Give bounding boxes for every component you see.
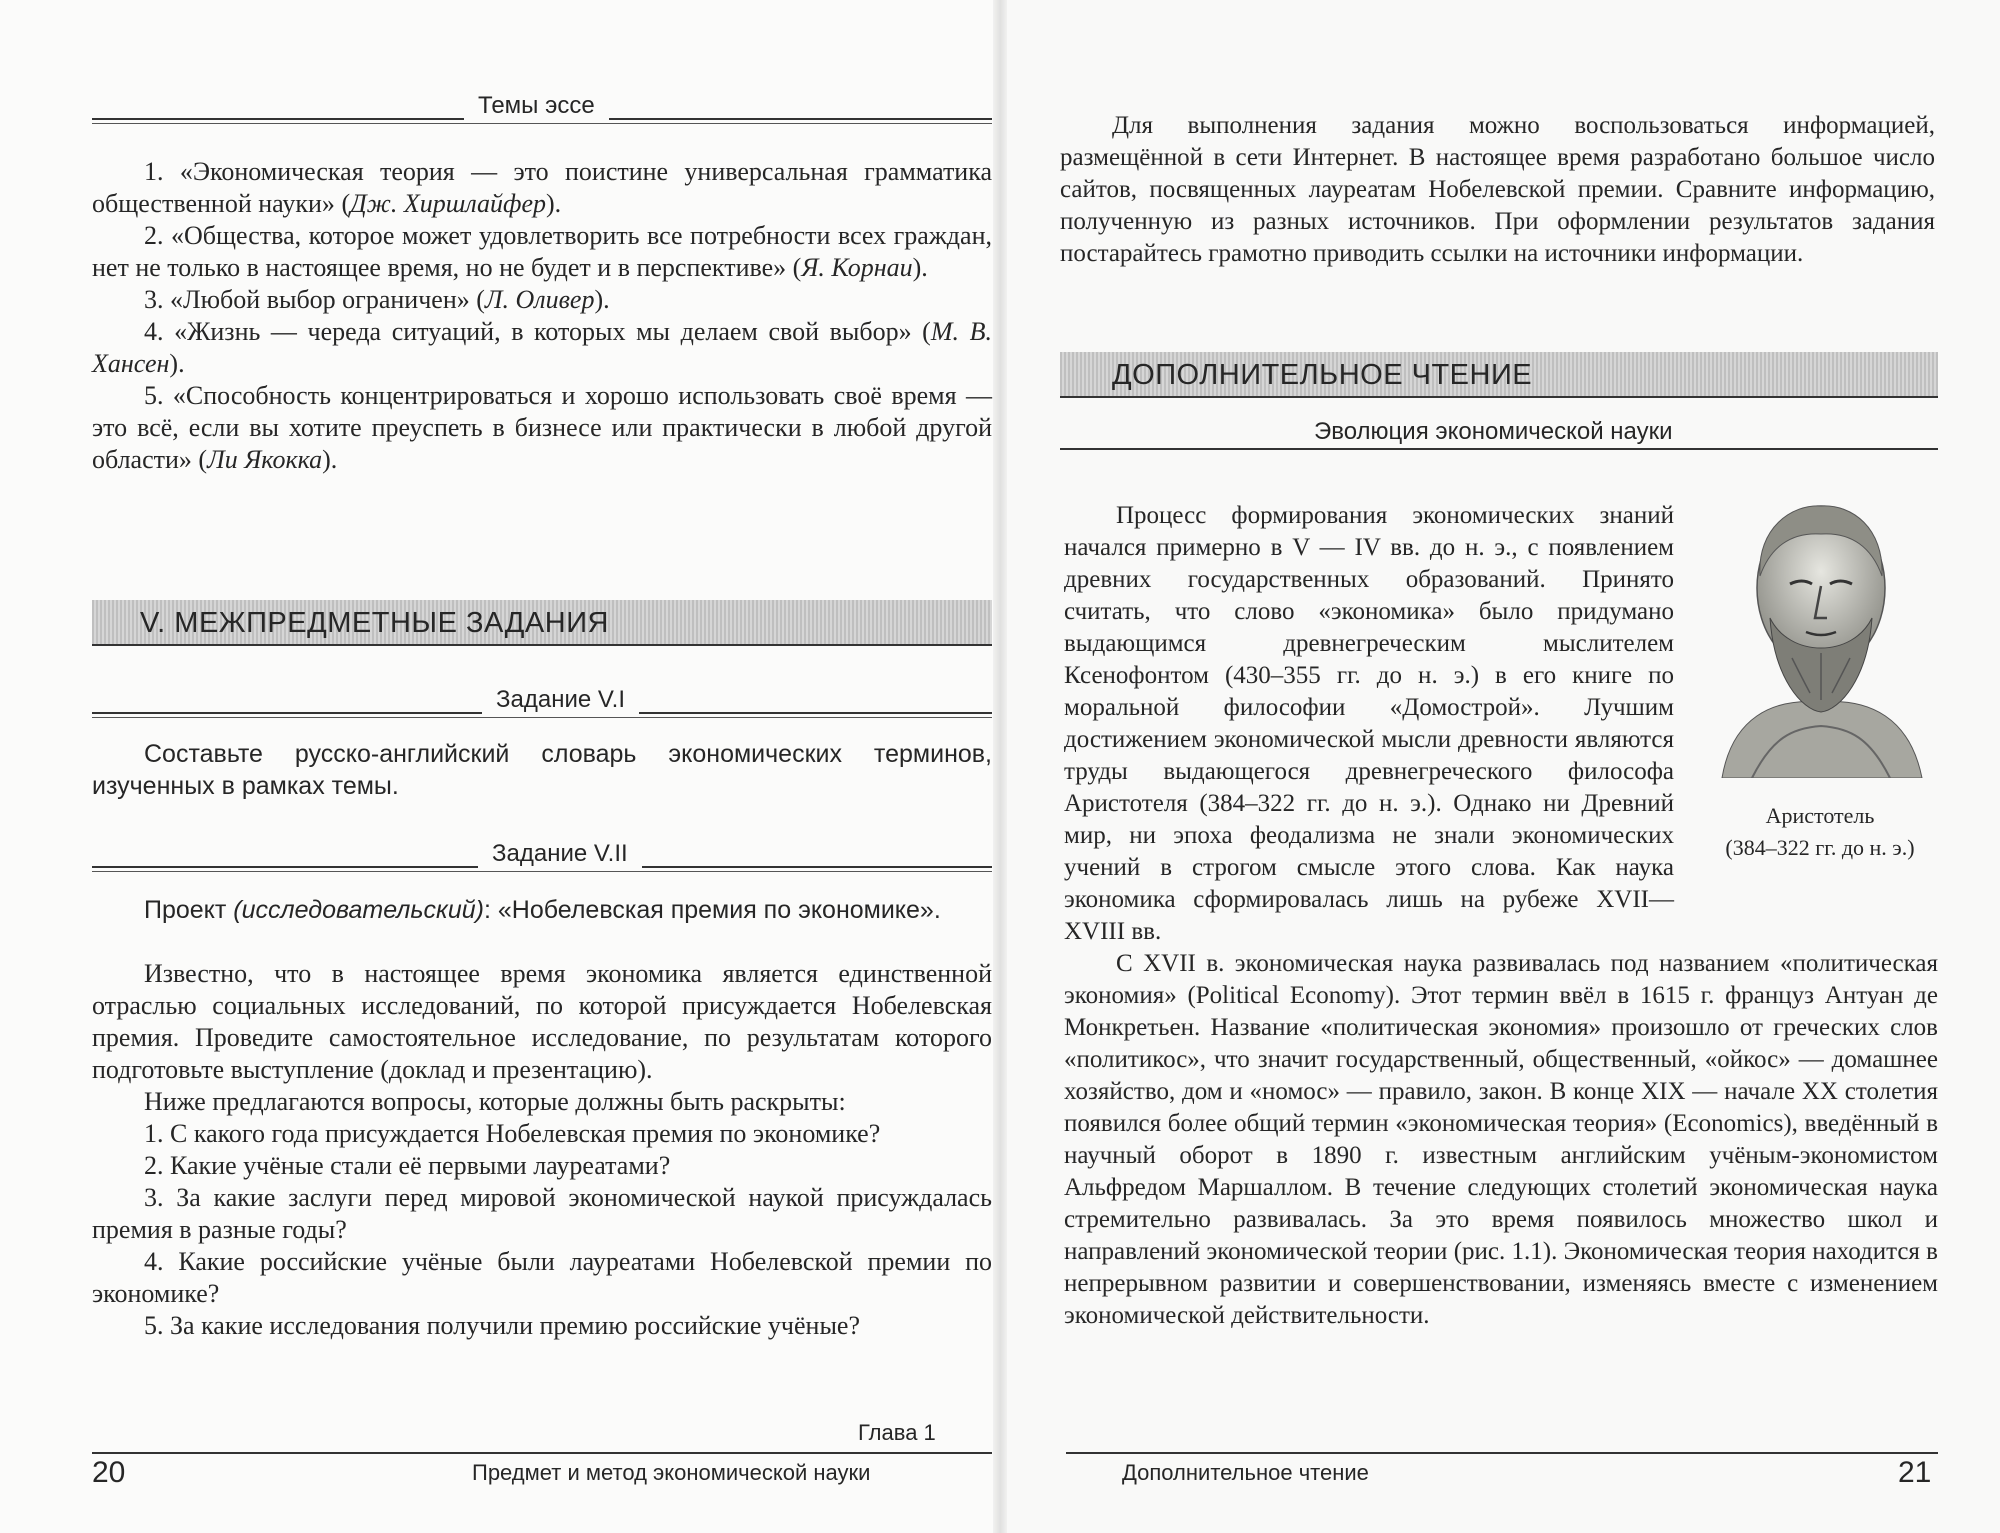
footer-rule-left [92,1452,992,1454]
essay-item: 4. «Жизнь — череда ситуаций, в которых мы делаем свой выбор» (М. В. Хансен). [92,317,992,378]
portrait-caption [1700,800,1940,864]
essay-list [92,156,992,476]
section-bar-additional-reading [1060,352,1938,398]
article-heading [1060,418,1938,452]
task2-questions-intro: Ниже предлагаются вопросы, которые должны быть раскрыты: [144,1087,846,1116]
section-bar-interdisciplinary [92,600,992,646]
question-item: 5. За какие исследования получили премию российские учёные? [144,1311,861,1340]
caption-name: Аристотель [1765,803,1875,828]
footer-rule-right [1066,1452,1938,1454]
section-title: ДОПОЛНИТЕЛЬНОЕ ЧТЕНИЕ [1112,359,1533,391]
question-item: 1. С какого года присуждается Нобелевская премия по экономике? [144,1119,881,1148]
task1-paragraph: Составьте русско-английский словарь экономических терминов, изученных в рамках темы. [92,740,992,800]
page-number-left: 20 [92,1456,126,1489]
task2-body [92,958,992,1342]
aristotle-portrait-image [1712,488,1930,778]
paragraph-evolution-2: С XVII в. экономическая наука развивалась под названием «политическая экономия» (Political Economy). Этот термин ввёл в 1615 г. француз Антуан де Монкретьен. Название «политическая экономия» произошло от греческих слов «политикос», что значит государственный, общественный, «ойкос» — домашнее хозяйство, дом и «номос» — правило, закон. В конце XIX — начале XX столетия появился более общий термин «экономическая теория» (Economics), введённый в научный оборот в 1890 г. известным английским учёным-экономистом Альфредом Маршаллом. В течение следующих столетий экономическая наука стремительно развивалась. За это время появилось множество школ и направлений экономической теории (рис. 1.1). Экономическая теория находится в непрерывном развитии и совершенствовании, изменяясь вместе с изменением экономической действительности. [1064,950,1938,1329]
task2-project-line: Проект (исследовательский): «Нобелевская премия по экономике». [144,896,941,924]
question-item: 4. Какие российские учёные были лауреатами Нобелевской премии по экономике? [92,1247,992,1308]
question-item: 2. Какие учёные стали её первыми лауреатами? [144,1151,671,1180]
article-title: Эволюция экономической науки [1300,418,1687,446]
footer-title-right: Дополнительное чтение [1122,1460,1369,1485]
task2-intro: Известно, что в настоящее время экономика является единственной отраслью социальных исследований, по которой присуждается Нобелевская премия. Проведите самостоятельное исследование, по результатам которого подготовьте выступление (доклад и презентацию). [92,959,992,1084]
paragraph-evolution-1: Процесс формирования экономических знаний начался примерно в V — IV вв. до н. э., с появлением древних государственных образований. Принято считать, что слово «экономика» было придумано выдающимся древнегреческим мыслителем Ксенофонтом (430–355 гг. до н. э.) в его книге по моральной философии «Домострой». Лучшим достижением экономической мысли древности являются труды выдающегося древнегреческого философа Аристотеля (384–322 гг. до н. э.). Однако ни Древний мир, ни эпоха феодализма не знали экономических учений в строгом смысле этого слова. Как наука экономика сформировалась лишь на рубеже XVII—XVIII вв. [1064,502,1674,945]
essay-topics-title: Темы эссе [464,92,609,120]
essay-item: 1. «Экономическая теория — это поистине универсальная грамматика общественной науки» (Дж. Хиршлайфер). [92,157,992,218]
task2-title: Задание V.II [478,840,642,868]
footer-title-left: Предмет и метод экономической науки [472,1460,871,1485]
caption-dates: (384–322 гг. до н. э.) [1725,835,1915,860]
chapter-label: Глава 1 [858,1420,936,1445]
task2-heading [92,840,992,874]
page-number-right: 21 [1898,1456,1932,1489]
task2-project [92,894,992,926]
task1-heading [92,686,992,720]
question-item: 3. За какие заслуги перед мировой экономической наукой присуждалась премия в разные годы? [92,1183,992,1244]
book-gutter [993,0,1007,1533]
essay-topics-heading [92,92,992,126]
intro-paragraph: Для выполнения задания можно воспользоваться информацией, размещённой в сети Интернет. В настоящее время разработано большое число сайтов, посвященных лауреатам Нобелевской премии. Сравните информацию, полученную из разных источников. При оформлении результатов задания постарайтесь грамотно приводить ссылки на источники информации. [1060,112,1935,267]
essay-item: 2. «Общества, которое может удовлетворить все потребности всех граждан, нет не только в настоящее время, но не будет и в перспективе» (Я. Корнаи). [92,221,992,282]
essay-item: 3. «Любой выбор ограничен» (Л. Оливер). [144,285,610,314]
essay-item: 5. «Способность концентрироваться и хорошо использовать своё время — это всё, если вы хотите преуспеть в бизнесе или практически в любой другой области» (Ли Якокка). [92,381,992,474]
section-title: V. МЕЖПРЕДМЕТНЫЕ ЗАДАНИЯ [140,607,610,639]
task1-text [92,738,992,802]
task1-title: Задание V.I [482,686,639,714]
